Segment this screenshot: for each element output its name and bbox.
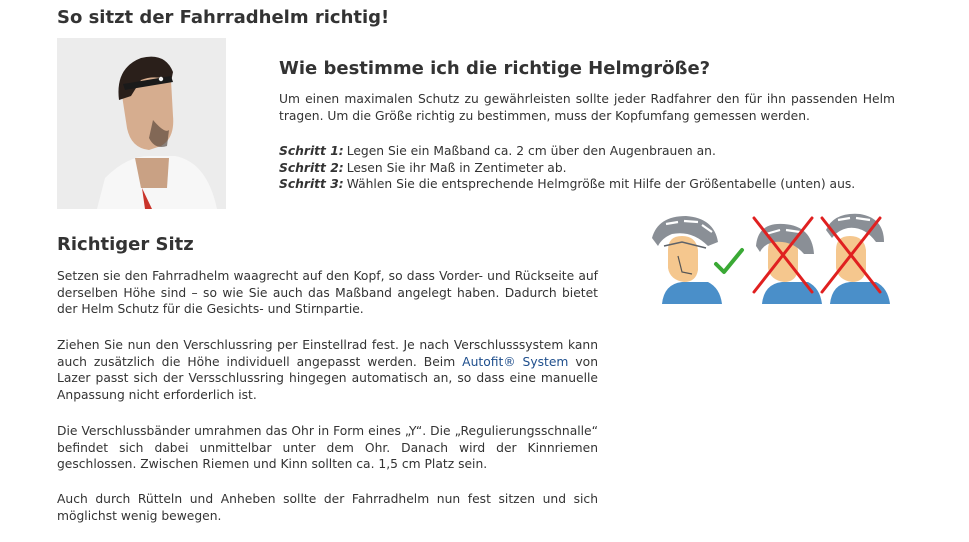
person-photo	[57, 38, 226, 209]
step-2-text: Lesen Sie ihr Maß in Zentimeter ab.	[346, 160, 567, 175]
size-section-intro: Um einen maximalen Schutz zu gewährleisten sollte jeder Radfahrer den für ihn passenden Helm tragen. Um die Größe richtig zu bestimmen, muss der Kopfumfang gemessen werden.	[279, 92, 895, 123]
fit-paragraph-4: Auch durch Rütteln und Anheben sollte der Fahrradhelm nun fest sitzen und sich möglichst wenig bewegen.	[57, 492, 598, 523]
fit-paragraph-2-text-end: von Lazer passt sich der Versschlussring hingegen automatisch an, so dass eine manuelle Anpassung nicht erforderlich ist.	[57, 354, 599, 402]
helmet-wrong-icon-2	[822, 214, 890, 304]
helmet-wrong-icon-1	[754, 218, 822, 304]
check-icon	[716, 250, 742, 272]
step-3	[279, 176, 895, 193]
helmet-correct-icon	[652, 216, 722, 304]
step-1-text: Legen Sie ein Maßband ca. 2 cm über den Augenbrauen an.	[346, 144, 716, 158]
person-measuring-head-illustration	[57, 38, 226, 209]
fit-paragraph-1: Setzen sie den Fahrradhelm waagrecht auf den Kopf, so dass Vorder- und Rückseite auf derselben Höhe sind – so wie Sie auch das Maßband angelegt haben. Dadurch bietet der Helm Schutz für die Gesichts- und Stirnpartie.	[57, 269, 598, 316]
fit-paragraph-2	[57, 337, 598, 403]
steps-list	[279, 143, 895, 193]
step-1	[279, 143, 895, 160]
fit-paragraph-2-text-start: Ziehen Sie nun den Verschlussring per Einstellrad fest. Je nach Verschlusssystem kann auch zusätzlich die Höhe individuell angepasst werden. Beim	[57, 338, 598, 369]
step-2	[279, 160, 895, 177]
helmet-fit-illustration	[648, 212, 898, 304]
page-title: So sitzt der Fahrradhelm richtig!	[57, 7, 390, 28]
fit-section-heading: Richtiger Sitz	[57, 234, 194, 255]
autofit-system-link[interactable]: Autofit® System	[462, 354, 569, 369]
step-2-label: Schritt 2:	[279, 160, 344, 175]
step-3-label: Schritt 3:	[279, 177, 344, 191]
step-1-label: Schritt 1:	[279, 144, 344, 158]
size-section-heading: Wie bestimme ich die richtige Helmgröße?	[279, 58, 711, 79]
fit-paragraph-3: Die Verschlussbänder umrahmen das Ohr in Form eines „Y“. Die „Regulierungsschnalle“ befindet sich dabei unmittelbar unter dem Ohr. Danach wird der Kinnriemen geschlossen. Zwischen Riemen und Kinn sollten ca. 1,5 cm Platz sein.	[57, 424, 598, 471]
step-3-text: Wählen Sie die entsprechende Helmgröße mit Hilfe der Größentabelle (unten) aus.	[346, 177, 856, 191]
